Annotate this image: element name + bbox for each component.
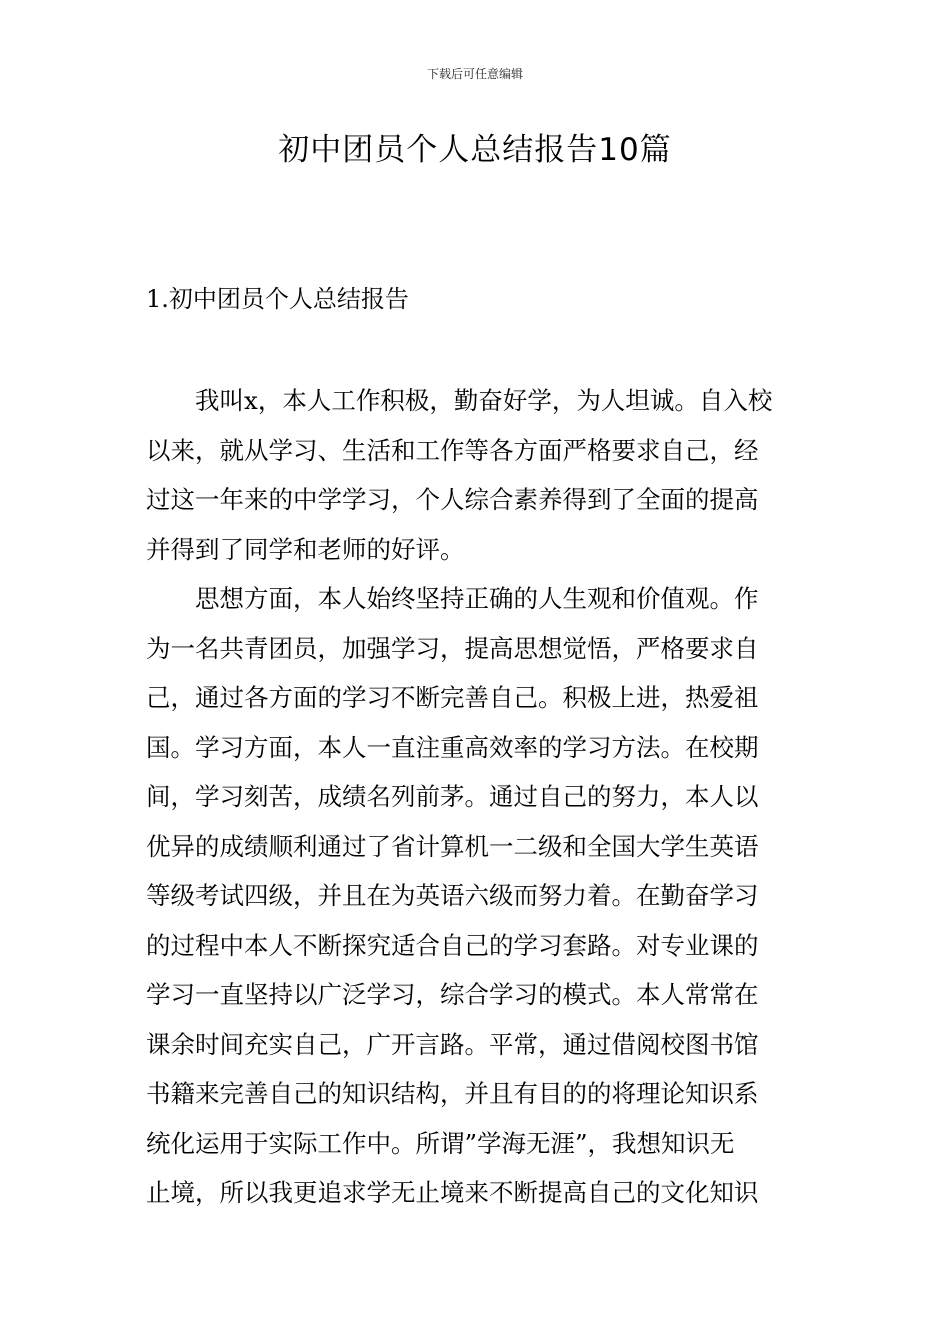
paragraph-1: 我叫x，本人工作积极，勤奋好学，为人坦诚。自入校 以来，就从学习、生活和工作等各方面严格要求自己，经 过这一年来的中学学习，个人综合素养得到了全面的提高 并得到了同学和老师的好评。 xyxy=(146,386,773,564)
document-body xyxy=(146,376,808,1218)
paragraph-2: 思想方面，本人始终坚持正确的人生观和价值观。作 为一名共青团员，加强学习，提高思想觉悟，严格要求自 己，通过各方面的学习不断完善自己。积极上进，热爱祖 国。学习方面，本人一直注重高效率的学习方法。在校期 间，学习刻苦，成绩名列前茅。通过自己的努力，本人以 优异的成绩顺利通过了省计算机一二级和全国大学生英语 等级考试四级，并且在为英语六级而努力着。在勤奋学习 的过程中本人不断探究适合自己的学习套路。对专业课的 学习一直坚持以广泛学习，综合学习的模式。本人常常在 课余时间充实自己，广开言路。平常，通过借阅校图书馆 书籍来完善自己的知识结构，并且有目的的将理论知识系 统化运用于实际工作中。所谓”学海无涯”，我想知识无 止境，所以我更追求学无止境来不断提高自己的文化知识 xyxy=(146,584,759,1207)
document-title: 初中团员个人总结报告10篇 xyxy=(278,132,672,168)
section-heading: 1.初中团员个人总结报告 xyxy=(146,285,409,313)
page-header-note: 下载后可任意编辑 xyxy=(426,67,523,81)
